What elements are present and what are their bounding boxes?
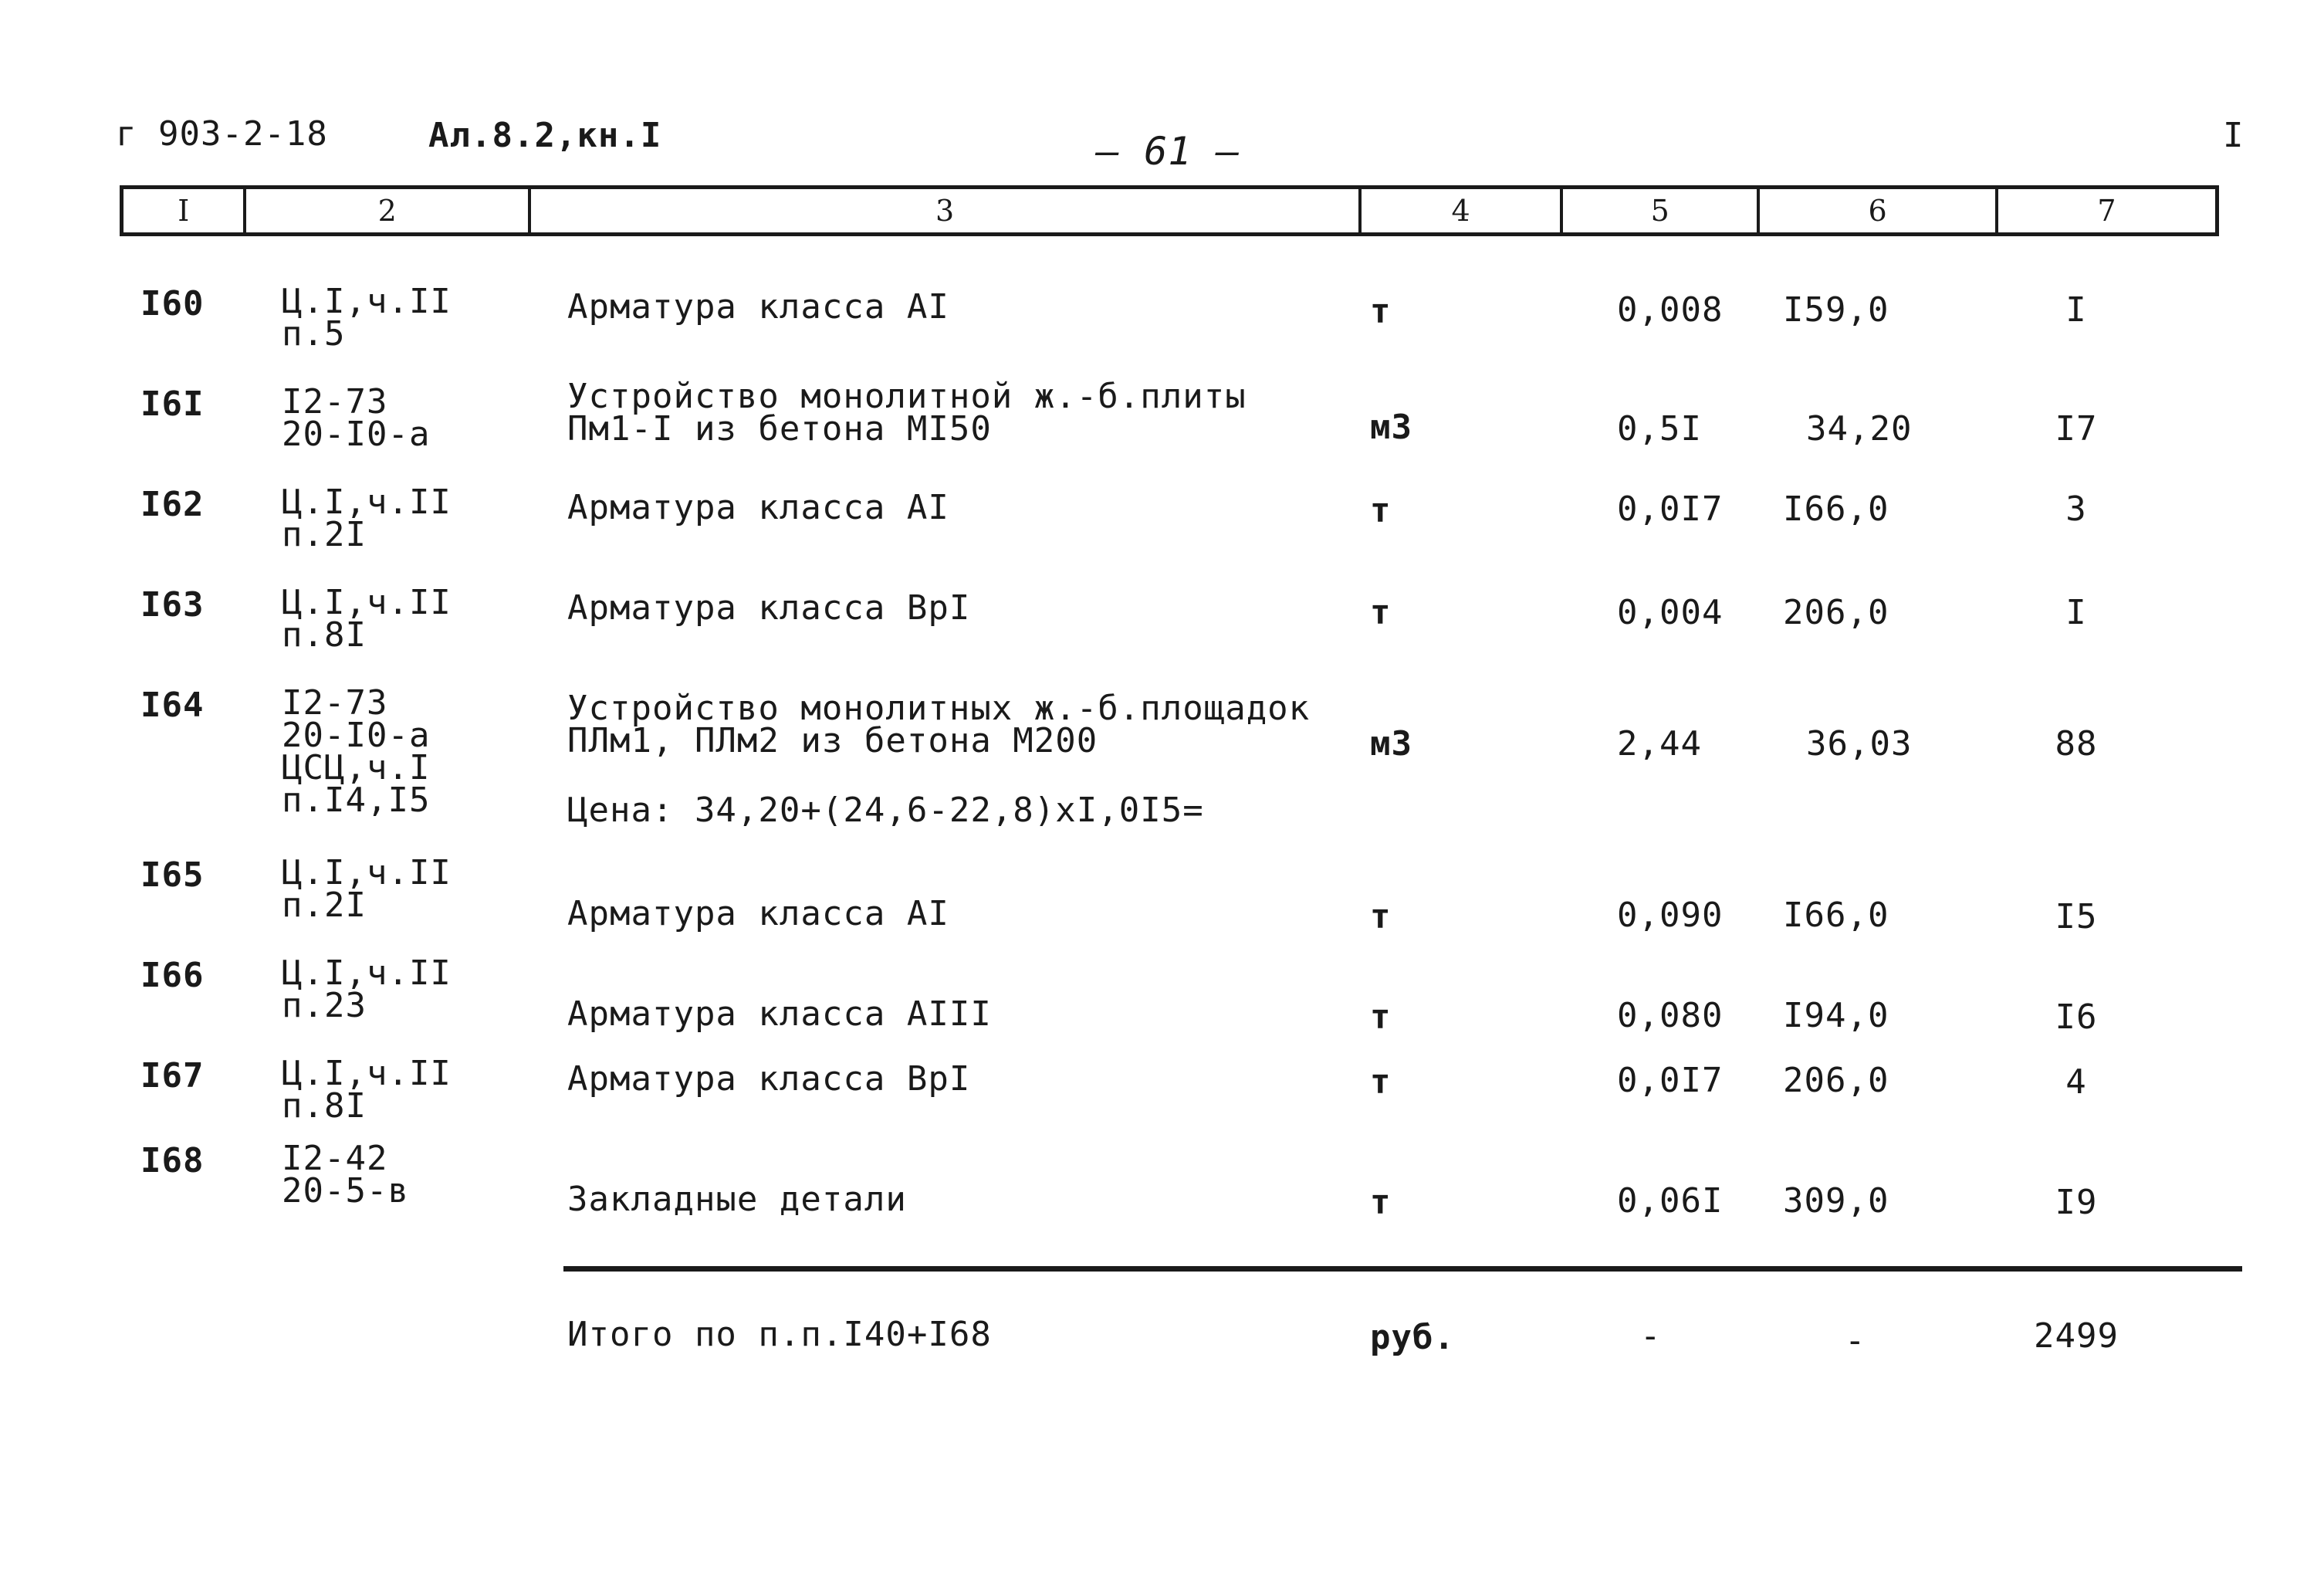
row-price: 206,0 <box>1783 593 1889 632</box>
row-quantity: 0,0I7 <box>1617 489 1724 529</box>
row-reference: Ц.I,ч.II <box>282 583 452 622</box>
column-header: 5 <box>1563 189 1760 232</box>
row-reference: п.8I <box>282 1086 367 1126</box>
row-price: 34,20 <box>1806 409 1913 449</box>
margin-mark: I <box>2223 116 2245 155</box>
row-reference: п.23 <box>282 986 367 1025</box>
summary-quantity: - <box>1640 1316 1662 1356</box>
row-total: I9 <box>2055 1183 2098 1222</box>
row-quantity: 0,0I7 <box>1617 1061 1724 1100</box>
row-number: I64 <box>140 686 205 725</box>
row-number: I60 <box>140 284 205 323</box>
column-header: 7 <box>2097 194 2116 228</box>
row-reference: п.I4,I5 <box>282 781 431 820</box>
row-unit: т <box>1370 593 1392 632</box>
row-quantity: 0,004 <box>1617 593 1724 632</box>
summary-divider <box>563 1266 2242 1272</box>
row-reference: I2-73 <box>282 683 388 723</box>
row-number: I65 <box>140 855 205 895</box>
row-unit: т <box>1370 897 1392 936</box>
row-reference: п.2I <box>282 515 367 554</box>
row-number: I66 <box>140 956 205 995</box>
row-description: Арматура класса АI <box>567 287 949 327</box>
row-reference: Ц.I,ч.II <box>282 853 452 892</box>
row-reference: 20-5-в <box>282 1171 409 1211</box>
row-quantity: 0,090 <box>1617 896 1724 935</box>
row-unit: т <box>1370 491 1392 530</box>
album-reference: Ал.8.2,кн.I <box>428 116 662 155</box>
row-price: 206,0 <box>1783 1061 1889 1100</box>
row-description: Арматура класса ВрI <box>567 588 971 628</box>
row-reference: Ц.I,ч.II <box>282 1054 452 1093</box>
row-quantity: 0,008 <box>1617 290 1724 330</box>
row-price: I66,0 <box>1783 896 1889 935</box>
row-number: I67 <box>140 1056 205 1096</box>
row-total: I <box>2065 290 2087 330</box>
row-description: Устройство монолитной ж.-б.плиты <box>567 377 1247 416</box>
row-price: I59,0 <box>1783 290 1889 330</box>
row-reference: п.5 <box>282 314 346 354</box>
row-price-note: Цена: 34,20+(24,6-22,8)хI,0I5= <box>567 791 1204 830</box>
row-reference: I2-42 <box>282 1139 388 1178</box>
row-reference: I2-73 <box>282 382 388 422</box>
row-price: 36,03 <box>1806 724 1913 764</box>
row-unit: м3 <box>1370 408 1412 447</box>
document-code: г 903-2-18 <box>116 114 328 154</box>
row-price: I66,0 <box>1783 489 1889 529</box>
row-reference: Ц.I,ч.II <box>282 953 452 993</box>
row-total: I5 <box>2055 897 2098 936</box>
row-description: Закладные детали <box>567 1180 907 1219</box>
row-unit: м3 <box>1370 724 1412 764</box>
row-total: 4 <box>2065 1062 2087 1102</box>
row-reference: ЦСЦ,ч.I <box>282 748 431 787</box>
row-description: Арматура класса АI <box>567 488 949 527</box>
row-unit: т <box>1370 292 1392 331</box>
row-quantity: 0,080 <box>1617 996 1724 1035</box>
row-description: Арматура класса АIII <box>567 994 992 1034</box>
summary-label: Итого по п.п.I40+I68 <box>567 1315 992 1354</box>
row-reference: п.2I <box>282 886 367 925</box>
row-total: I7 <box>2055 409 2098 449</box>
row-number: I63 <box>140 585 205 625</box>
row-number: I62 <box>140 485 205 524</box>
row-quantity: 0,06I <box>1617 1181 1724 1221</box>
row-reference: 20-I0-а <box>282 716 431 755</box>
row-description: Арматура класса ВрI <box>567 1059 971 1099</box>
column-header: 4 <box>1362 189 1563 232</box>
column-header: 2 <box>246 189 531 232</box>
row-price: I94,0 <box>1783 996 1889 1035</box>
summary-unit: руб. <box>1370 1318 1455 1357</box>
row-total: 3 <box>2065 489 2087 529</box>
row-quantity: 0,5I <box>1617 409 1702 449</box>
row-total: I <box>2065 593 2087 632</box>
row-unit: т <box>1370 997 1392 1037</box>
row-quantity: 2,44 <box>1617 724 1702 764</box>
row-reference: Ц.I,ч.II <box>282 282 452 321</box>
column-header: 6 <box>1760 189 1998 232</box>
row-total: I6 <box>2055 997 2098 1037</box>
summary-total: 2499 <box>2034 1316 2119 1356</box>
row-total: 88 <box>2055 724 2098 764</box>
row-description: Пм1-I из бетона МI50 <box>567 409 992 449</box>
row-reference: п.8I <box>282 615 367 655</box>
page-number: — 61 — <box>1096 129 1240 174</box>
column-header: I <box>123 189 246 232</box>
row-description: Арматура класса АI <box>567 894 949 933</box>
row-unit: т <box>1370 1183 1392 1222</box>
row-unit: т <box>1370 1062 1392 1102</box>
row-number: I68 <box>140 1141 205 1180</box>
summary-price: - <box>1845 1321 1866 1360</box>
row-reference: Ц.I,ч.II <box>282 483 452 522</box>
row-reference: 20-I0-а <box>282 415 431 454</box>
row-number: I6I <box>140 384 205 424</box>
column-header: 3 <box>531 189 1362 232</box>
column-header-row <box>120 185 2219 236</box>
row-description: Устройство монолитных ж.-б.площадок <box>567 689 1311 728</box>
row-price: 309,0 <box>1783 1181 1889 1221</box>
row-description: ПЛм1, ПЛм2 из бетона М200 <box>567 721 1098 760</box>
